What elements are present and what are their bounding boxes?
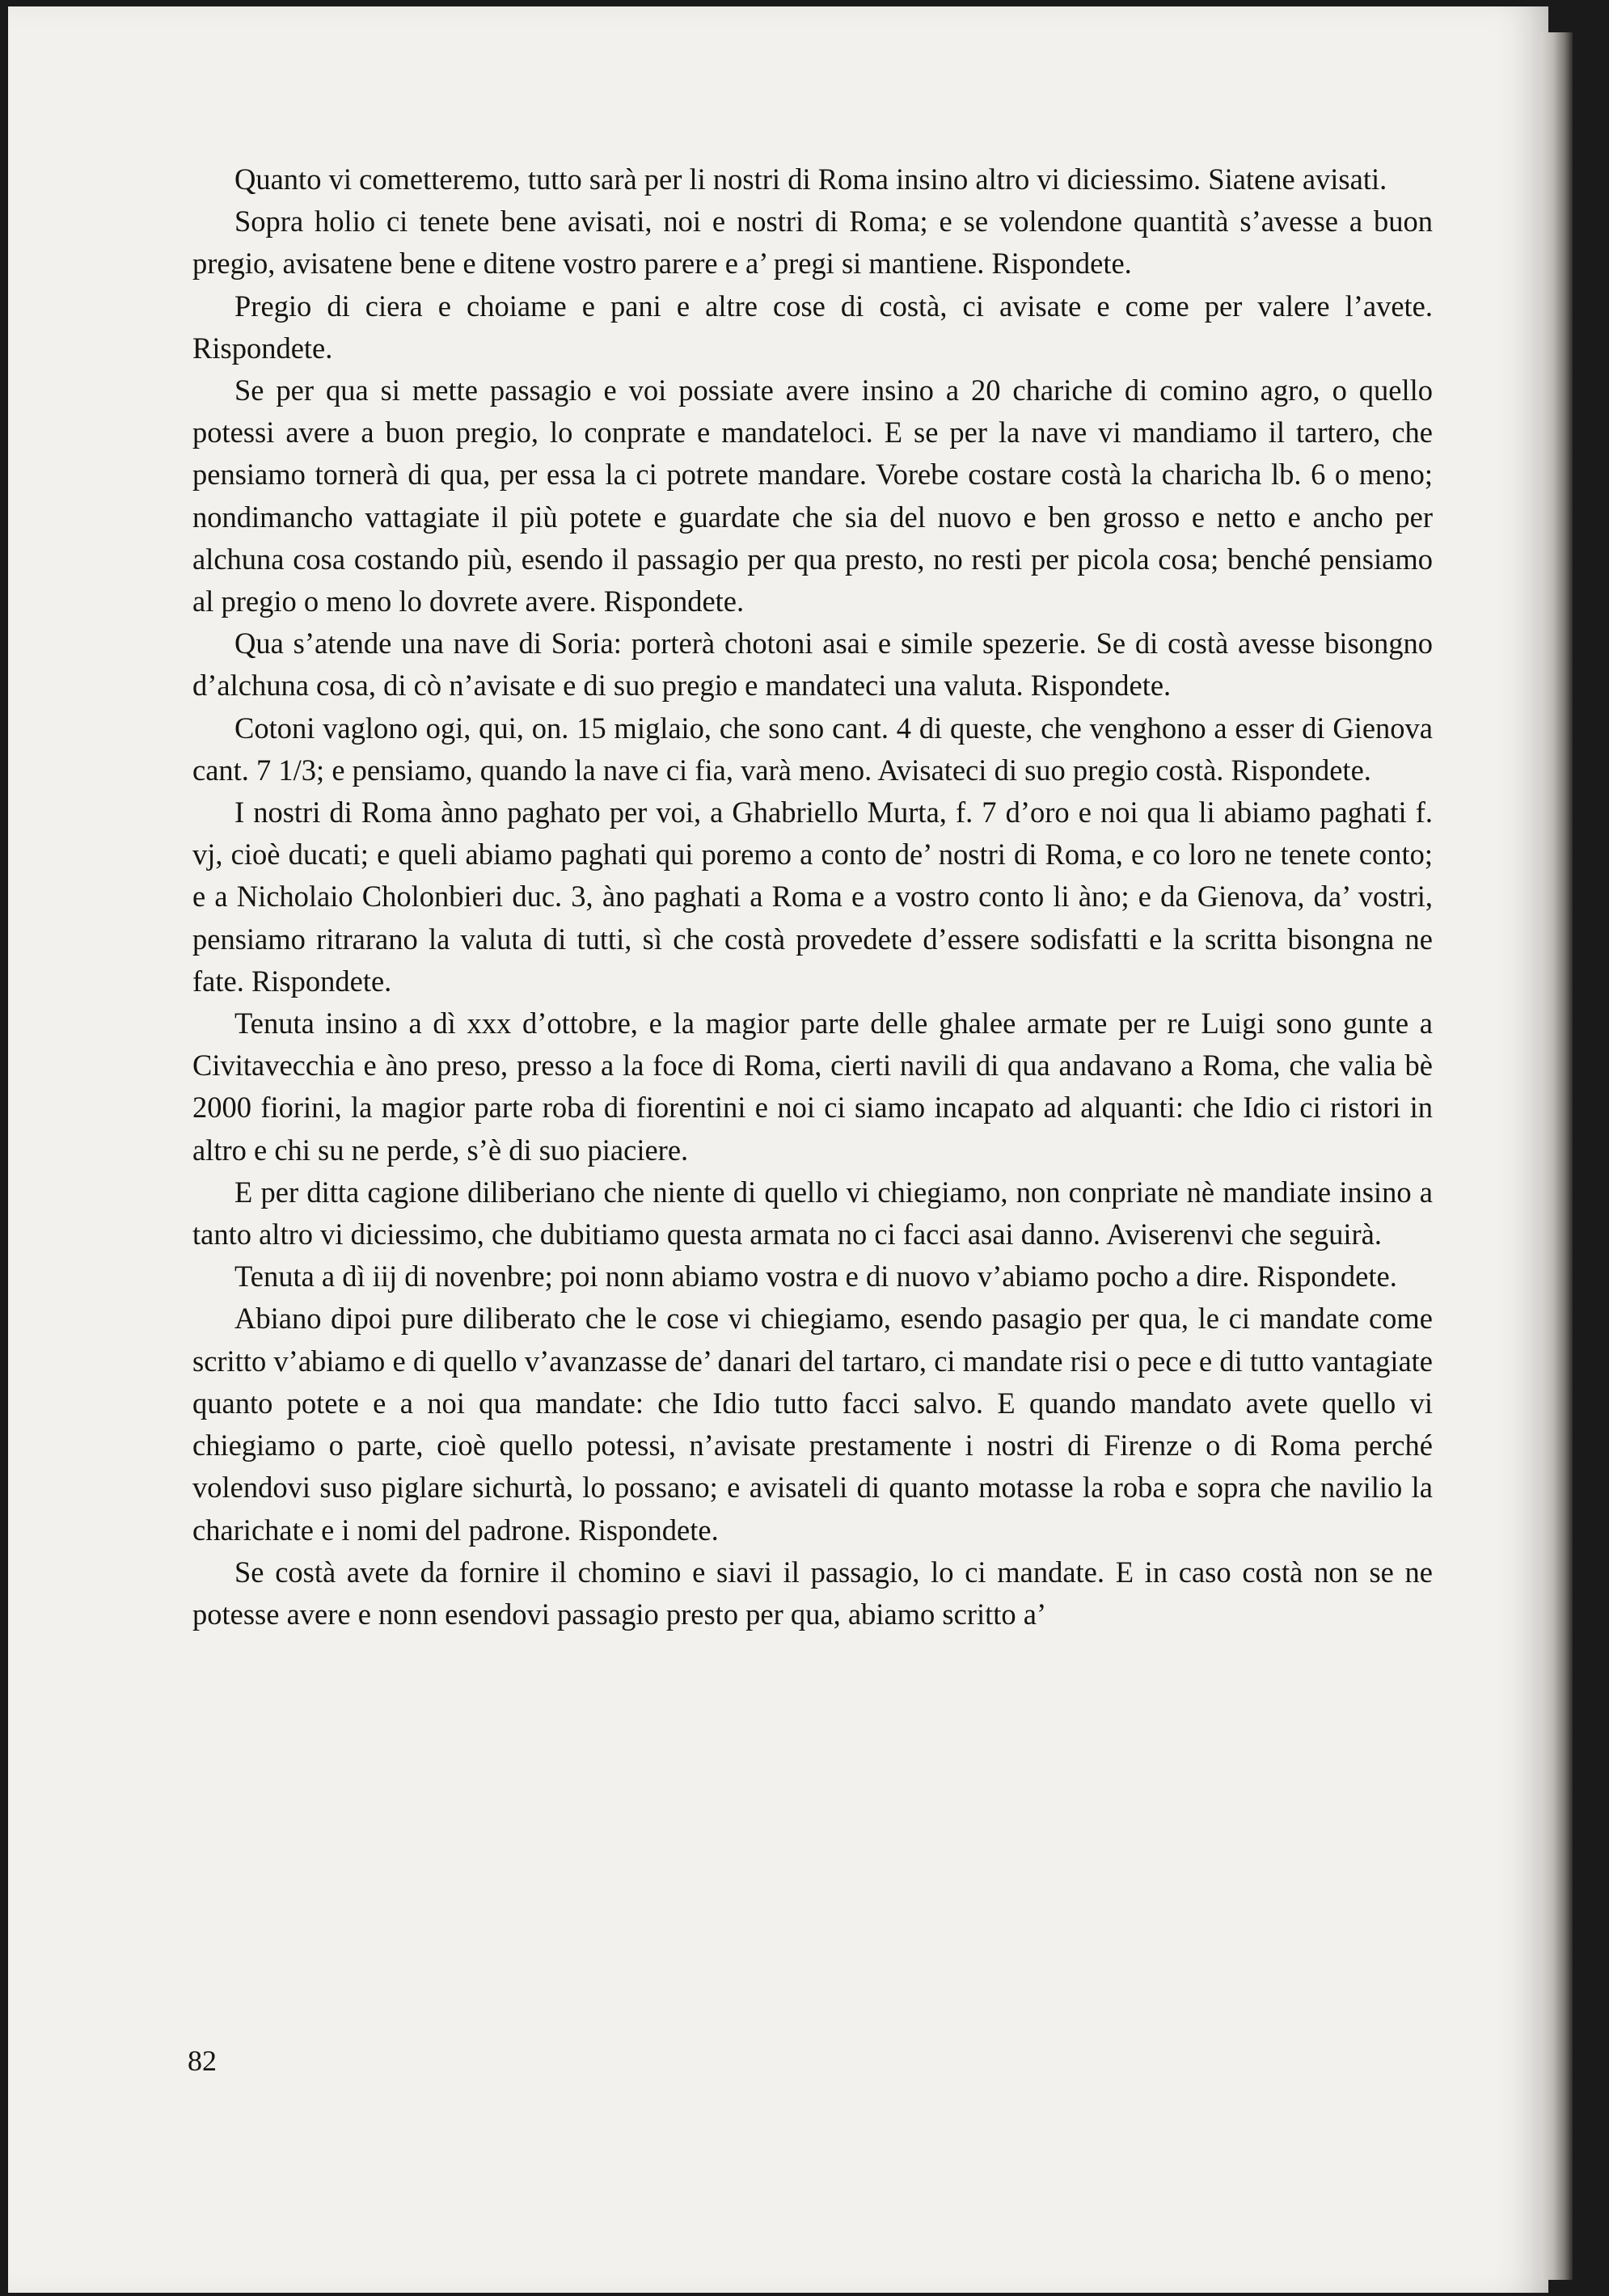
paragraph: Qua s’atende una nave di Soria: porterà chotoni asai e simile spezerie. Se di costà avesse bisongno d’alchuna cosa, di cò n’avisate e di suo pregio e mandateci una valuta. Rispondete. [192,627,1433,703]
paragraph: Se per qua si mette passagio e voi possiate avere insino a 20 chariche di comino agro, o quello potessi avere a buon pregio, lo conprate e mandateloci. E se per la nave vi mandiamo il tartero, che pensiamo tornerà di qua, per essa la ci potrete mandare. Vorebe costare costà la charicha lb. 6 o meno; nondimancho vattagiate il più potete e guardate che sia del nuovo e ben grosso e netto e ancho per alchuna cosa costando più, esendo il passagio per qua presto, no resti per picola cosa; benché pensiamo al pregio o meno lo dovrete avere. Rispondete. [192,374,1433,618]
paragraph: Sopra holio ci tenete bene avisati, noi e nostri di Roma; e se volendone quantità s’avesse a buon pregio, avisatene bene e ditene vostro parere e a’ pregi si mantiene. Rispondete. [192,205,1433,281]
paragraph: I nostri di Roma ànno paghato per voi, a Ghabriello Murta, f. 7 d’oro e noi qua li abiamo paghati f. vj, cioè ducati; e queli abiamo paghati qui poremo a conto de’ nostri di Roma, e co loro ne tenete conto; e a Nicholaio Cholonbieri duc. 3, àno paghati a Roma e a vostro conto li àno; e da Gienova, da’ vostri, pensiamo ritrarano la valuta di tutti, sì che costà provedete d’essere sodisfatti e la scritta bisongna ne fate. Rispondete. [192,796,1433,998]
paragraph: Se costà avete da fornire il chomino e siavi il passagio, lo ci mandate. E in caso costà non se ne potesse avere e nonn esendovi passagio presto per qua, abiamo scritto a’ [192,1555,1433,1631]
paragraph: E per ditta cagione diliberiano che niente di quello vi chiegiamo, non conpriate nè mandiate insino a tanto altro vi diciessimo, che dubitiamo questa armata no ci facci asai danno. Aviserenvi che seguirà. [192,1175,1433,1251]
page-fore-edge [1540,32,1573,2280]
paragraph: Pregio di ciera e choiame e pani e altre cose di costà, ci avisate e come per valere l’avete. Rispondete. [192,289,1433,365]
page-number: 82 [188,2045,217,2077]
paragraph: Quanto vi cometteremo, tutto sarà per li nostri di Roma insino altro vi diciessimo. Siatene avisati. [234,162,1387,196]
paragraph: Tenuta insino a dì xxx d’ottobre, e la magior parte delle ghalee armate per re Luigi sono gunte a Civitavecchia e àno preso, presso a la foce di Roma, cierti navili di qua andavano a Roma, che valia bè 2000 fiorini, la magior parte roba di fiorentini e noi ci siamo incapato ad alquanti: che Idio ci ristori in altro e chi su ne perde, s’è di suo piaciere. [192,1007,1433,1167]
paragraph: Cotoni vaglono ogi, qui, on. 15 miglaio, che sono cant. 4 di queste, che venghono a esser di Gienova cant. 7 1/3; e pensiamo, quando la nave ci fia, varà meno. Avisateci di suo pregio costà. Rispondete. [192,711,1433,787]
paragraph: Tenuta a dì iij di novenbre; poi nonn abiamo vostra e di nuovo v’abiamo pocho a dire. Rispondete. [234,1260,1397,1294]
body-text [192,158,1433,1635]
paragraph: Abiano dipoi pure diliberato che le cose vi chiegiamo, esendo pasagio per qua, le ci mandate come scritto v’abiamo e di quello v’avanzasse de’ danari del tartaro, ci mandate risi o pece e di tutto vantagiate quanto potete e a noi qua mandate: che Idio tutto facci salvo. E quando mandato avete quello vi chiegiamo o parte, cioè quello potessi, n’avisate prestamente i nostri di Firenze o di Roma perché volendovi suso piglare sichurtà, lo possano; e avisateli di quanto motasse la roba e sopra che navilio la charichate e i nomi del padrone. Rispondete. [192,1302,1433,1547]
